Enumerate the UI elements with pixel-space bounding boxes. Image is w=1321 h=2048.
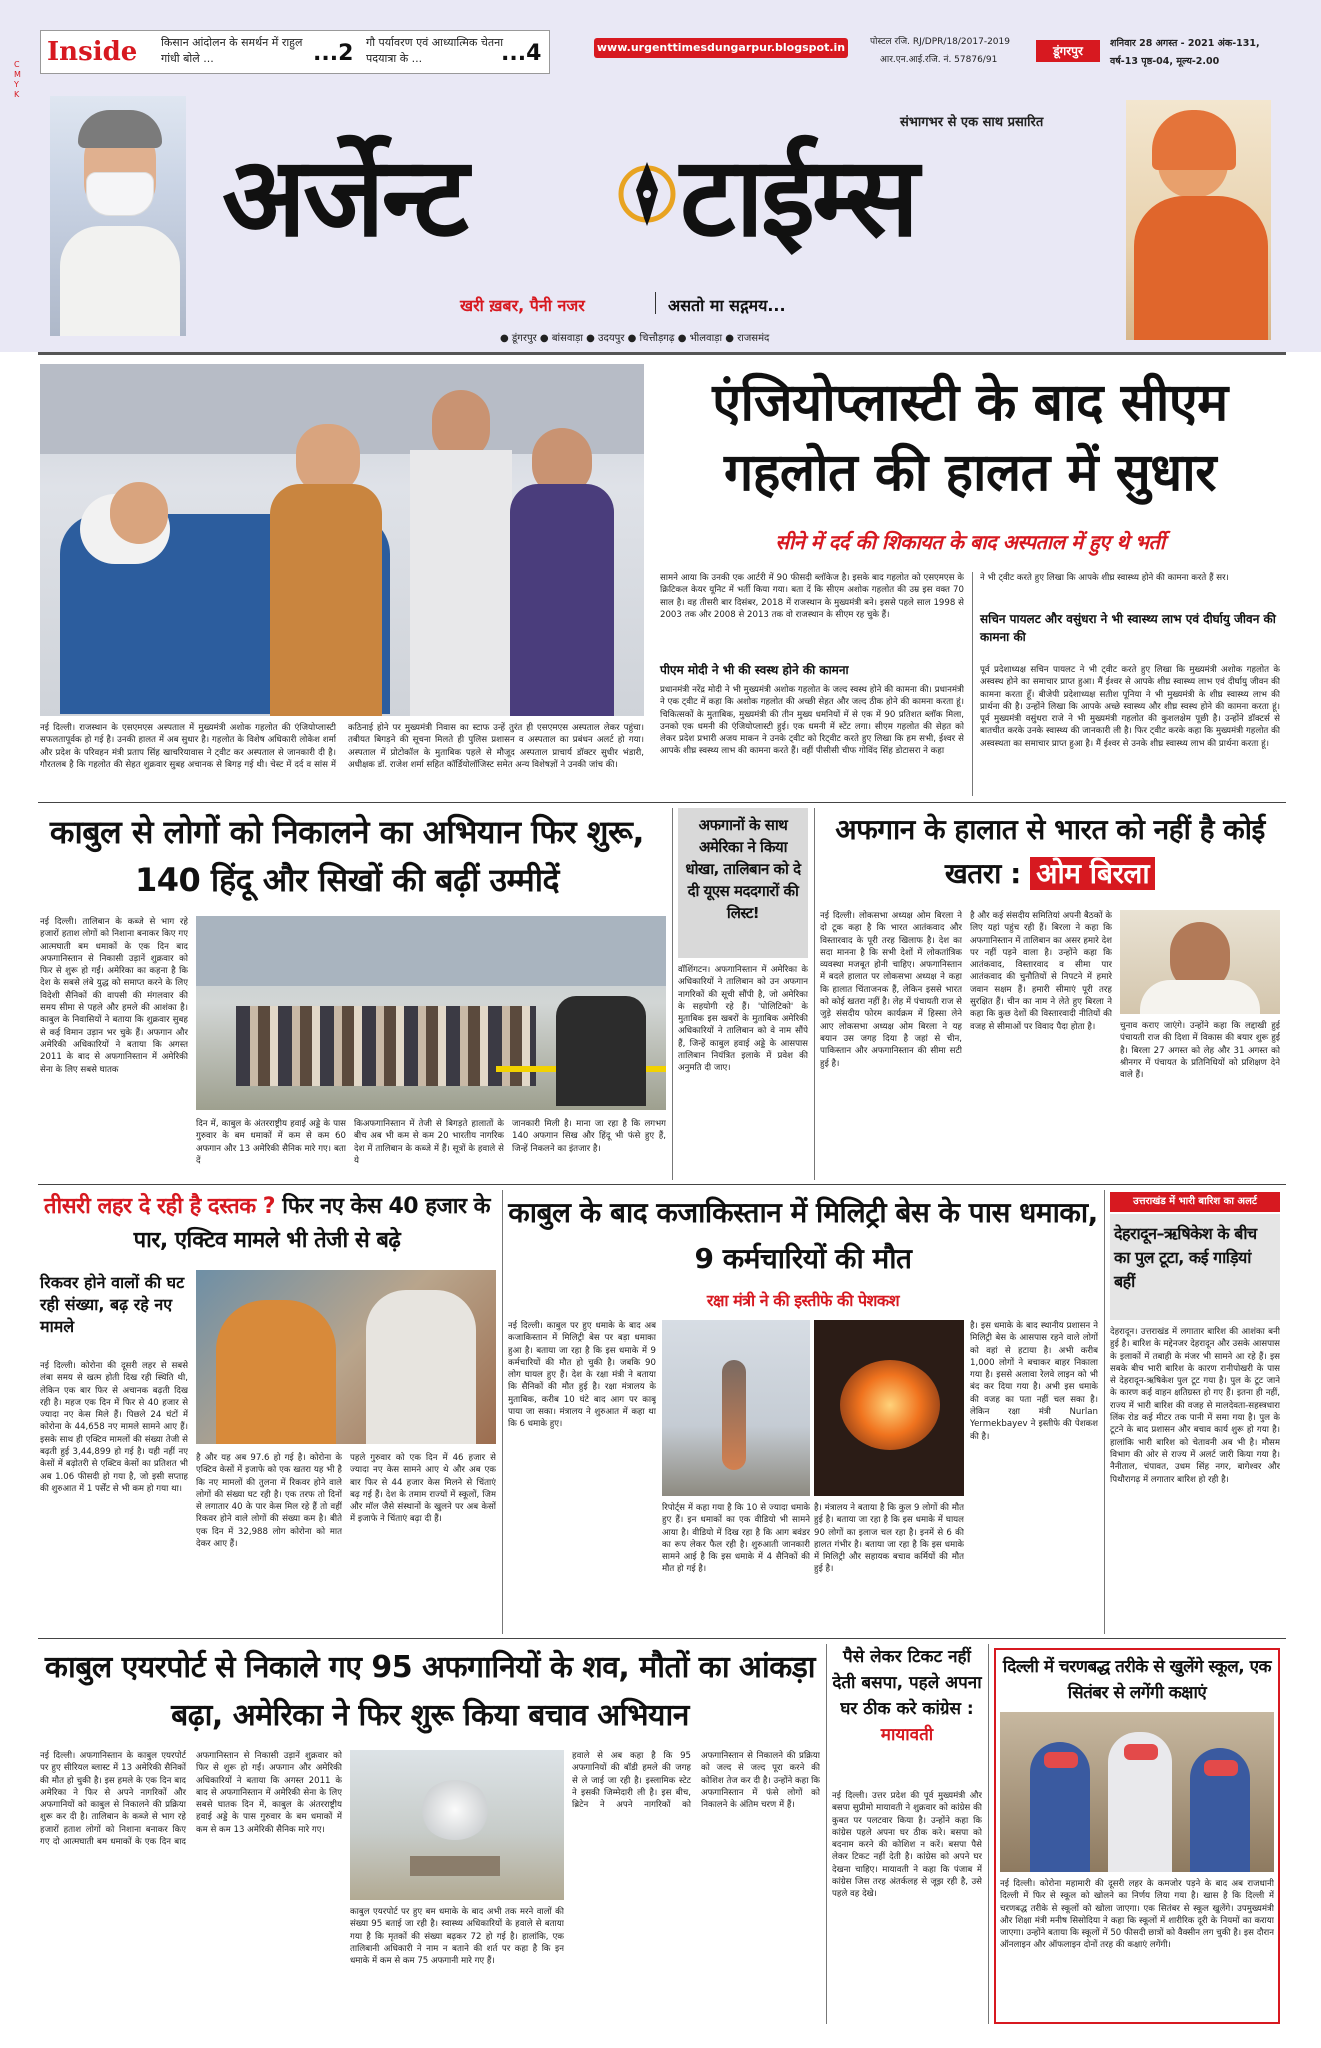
rule-v-story10	[988, 1644, 989, 2024]
story9-headline: पैसे लेकर टिकट नहीं देती बसपा, पहले अपना घर ठीक करे कांग्रेस :	[832, 1647, 982, 1719]
story6-headline: काबुल के बाद कजाकिस्तान में मिलिट्री बेस के पास धमाका, 9 कर्मचारियों की मौत	[508, 1196, 1098, 1275]
om-birla-photo	[1120, 910, 1280, 1014]
airport-photo	[350, 1750, 564, 1900]
story7-kicker: उत्तराखंड में भारी बारिश का अलर्ट	[1110, 1192, 1280, 1212]
inside-label: Inside	[47, 37, 138, 67]
rule-v-story7	[1104, 1190, 1105, 1634]
story1-col-b2: पूर्व प्रदेशाध्यक्ष सचिन पायलट ने भी ट्वीट करते हुए लिखा कि मुख्यमंत्री अशोक गहलोत के अस्वस्थ होने का समाचार प्राप्त हुआ। मैं ईश्वर से आपके शीघ्र स्वास्थ्य लाभ एवं दीर्घायु जीवन की कामना करता हूँ। बीजेपी प्रदेशाध्यक्ष सतीश पूनिया ने भी मुख्यमंत्री के शीघ्र स्वास्थ्य लाभ की प्रार्थना की है। उन्होंने लिखा कि आपके अच्छे स्वास्थ्य और शीघ्र स्वस्थ होने की कामना करता हूं। पूर्व मुख्यमंत्री वसुंधरा राजे ने भी मुख्यमंत्री गहलोत की कुशलक्षेम पूछी है। उन्होंने डॉक्टर्स से बातचीत करके उनके स्वास्थ्य की जानकारी ली है। फिर ट्वीट करके कहा कि मुख्यमंत्री गहलोत की अस्वस्थता का समाचार प्राप्त हुआ है। मैं ईश्वर से उनके शीघ्र स्वास्थ्य लाभ की प्रार्थना करता हूं।	[980, 665, 1280, 749]
story8-mid: काबुल एयरपोर्ट पर हुए बम धमाके के बाद अभी तक मरने वालों की संख्या 95 बताई जा रही है। स्वास्थ्य अधिकारियों के हवाले से बताया गया है कि मृतकों की संख्या बढ़कर 72 हो गई है। हालांकि, एक तालिबानी अधिकारी ने नाम न बताने की शर्त पर कहा है कि इन धमाके में कम से कम 75 अफगानी मारे गए हैं।	[350, 1907, 564, 1967]
story2-left: नई दिल्ली। तालिबान के कब्जे से भाग रहे हजारों हताश लोगों को निशाना बनाकर किए गए आत्मघाती बम धमाकों के एक दिन बाद अफगानिस्तान से निकासी उड़ानें शुक्रवार को फिर से शुरू हो गईं। अमेरिका का कहना है कि देश के सबसे लंबे युद्ध को समाप्त करने के लिए विदेशी सैनिकों की वापसी की मंगलवार की समय सीमा से पहले और हमले की आशंका है। काबुल के निवासियों ने बताया कि शुक्रवार सुबह से कई विमान उड़ान भर चुके हैं। अफगान और अमेरिकी अधिकारियों ने बताया कि अगस्त 2011 के बाद से अफगानिस्तान में अमेरिकी सेना के लिए सबसे घातक	[40, 917, 188, 1075]
story3-headline: अफगानों के साथ अमेरिका ने किया धोखा, तालिबान को दे दी यूएस मददगारों की लिस्ट!	[685, 816, 801, 922]
story6-subhead: रक्षा मंत्री ने की इस्तीफे की पेशकश	[706, 1291, 900, 1310]
story6-bottom: रिपोर्ट्स में कहा गया है कि 10 से ज्यादा धमाके हुए हैं। इन धमाकों का एक वीडियो भी सामने आया है। वीडियो में दिख रहा है कि आग बवंडर का रूप लेकर फैल रही है। शुरुआती जानकारी सामने आई है कि इस धमाके में 4 सैनिकों की मौत हो गई है।	[662, 1503, 810, 1575]
story5-headline-red: तीसरी लहर दे रही है दस्तक ?	[43, 1194, 276, 1219]
city-badge: डूंगरपुर	[1036, 40, 1100, 62]
story9-headline-red: मायावती	[880, 1725, 934, 1745]
inside-teaser-2-page: ...4	[501, 41, 542, 66]
story8-headline: काबुल एयरपोर्ट से निकाले गए 95 अफगानियों के शव, मौतों का आंकड़ा बढ़ा, अमेरिका ने फिर शुरू किया बचाव अभियान	[44, 1650, 816, 1733]
story5-headline-wrap	[40, 1190, 494, 1258]
story1-col-a2: प्रधानमंत्री नरेंद्र मोदी ने भी मुख्यमंत्री अशोक गहलोत के जल्द स्वस्थ होने की कामना की। प्रधानमंत्री ने एक ट्वीट में कहा कि अशोक गहलोत की अच्छी सेहत और जल्द ठीक होने की कामना करता हूं। चिकित्सकों के मुताबिक, मुख्यमंत्री की तीन मुख्य धमनियों में से एक में 90 प्रतिशत ब्लॉक मिला, उनको एक धमनी की एंजियोप्लास्टी हुई। एक धमनी में स्टेंट लगा। सीएम गहलोत की सेहत को लेकर प्रदेश प्रभारी अजय माकन ने उनके ट्वीट को रिट्वीट करते हुए लिखा कि हम सभी, ईश्वर से आपके शीघ्र स्वस्थ्य लाभ की कामना करते हैं। वहीं पीसीसी चीफ गोविंद सिंह डोटासरा ने कहा	[660, 685, 964, 757]
story2-headline: काबुल से लोगों को निकालने का अभियान फिर शुरू, 140 हिंदू और सिखों की बढ़ीं उम्मीदें	[49, 813, 645, 899]
inside-teaser-1[interactable]: किसान आंदोलन के समर्थन में राहुल गांधी बोले ...	[161, 36, 303, 65]
story4-body2: है और कई संसदीय समितियां अपनी बैठकों के लिए यहां पहुंच रही हैं। बिरला ने कहा कि अफगानिस्तान में तालिबान का असर हमारे देश पर नहीं पड़ने वाला है। उन्होंने कहा कि आतंकवाद, विस्तारवाद व सीमा पार आतंकवाद की चुनौतियों से निपटने में हमारे जवान सक्षम हैं। हमारी सीमाएं पूरी तरह सुरक्षित हैं। चीन का नाम ने लेते हुए बिरला ने कहा कि कुछ देशों की विस्तारवादी नीतियों की वजह से सीमाओं पर विवाद पैदा होता है।	[970, 911, 1112, 1032]
rule-2	[38, 1184, 1286, 1185]
rule-v-story3	[672, 808, 673, 1180]
masthead-title-left: अर्जेन्ट	[222, 133, 466, 261]
kabul-evacuation-photo	[196, 916, 666, 1110]
story6-bottom2: है। मंत्रालय ने बताया है कि कुल 9 लोगों की मौत हुई है। बताया जा रहा है कि इस धमाके में घायल 90 लोगों का इलाज चल रहा है। इनमें से 6 की हालत गंभीर है। बताया जा रहा है कि इस धमाके में मिलिट्री और सहायक बचाव कर्मियों की मौत हुई है।	[814, 1503, 964, 1575]
rule-v-story6	[502, 1190, 503, 1634]
masthead-title-right: टाईम्स	[680, 133, 917, 261]
website-url[interactable]: www.urgenttimesdungarpur.blogspot.in	[594, 38, 848, 58]
tagline-top: संभागभर से एक साथ प्रसारित	[900, 115, 1044, 130]
story2-col4: जानकारी मिली है। माना जा रहा है कि लगभग 140 अफगान सिख और हिंदू भी फंसे हुए हैं, जिन्हें निकलने का इंतजार है।	[512, 1119, 666, 1154]
inside-box	[40, 30, 550, 74]
story9-headline-wrap	[832, 1644, 982, 1748]
cmyk-mark: C M Y K	[14, 60, 21, 99]
story4-body: नई दिल्ली। लोकसभा अध्यक्ष ओम बिरला ने दो टूक कहा है कि भारत आतंकवाद और विस्तारवाद के पूरी तरह खिलाफ है। देश का सदा मानना है कि सभी देशों में लोकतांत्रिक व्यवस्था मजबूत होनी चाहिए। अफगानिस्तान में बदले हालात पर लोकसभा अध्यक्ष ने कहा कि हालात चिंताजनक हैं, लेकिन इससे भारत को कोई खतरा नहीं है। लेह में पंचायती राज से जुड़े संसदीय फोरम कार्यक्रम में हिस्सा लेने आए लोकसभा अध्यक्ष ओम बिरला ने यह बयान उस जगह दिया है जहां से चीन, पाकिस्तान और अफगानिस्तान की सीमा सटी हुई है।	[820, 911, 962, 1069]
story1-col-a: सामने आया कि उनकी एक आर्टरी में 90 फीसदी ब्लॉकेज है। इसके बाद गहलोत को एसएमएस के क्रिटिकल केयर यूनिट में भर्ती किया गया। बता दें कि सीएम अशोक गहलोत की उम्र इस वक्त 70 साल है। वह तीसरी बार दिसंबर, 2018 में राजस्थान के मुख्यमंत्री बने। इससे पहले साल 1998 से 2003 तक और 2008 से 2013 तक वो राजस्थान के सीएम रह चुके हैं।	[660, 573, 964, 620]
story1-headline-1: एंजियोप्लास्टी के बाद सीएम	[712, 373, 1228, 433]
story1-col-rule	[972, 572, 973, 796]
story1-pm-head: पीएम मोदी ने भी की स्वस्थ होने की कामना	[660, 663, 849, 677]
story1-pilot-head: सचिन पायलट और वसुंधरा ने भी स्वास्थ्य लाभ एवं दीर्घायु जीवन की कामना की	[980, 612, 1276, 644]
explosion-photo-1	[662, 1320, 810, 1496]
story8-right: हवाले से अब कहा है कि 95 अफगानियों की बॉडी हमले की जगह से ले जाई जा रही है। इस्लामिक स्टेट ने इसकी जिम्मेदारी ली है। इस बीच, ब्रिटेन ने अपने नागरिकों को अफगानिस्तान से निकालने की प्रक्रिया को जल्द से जल्द पूरा करने की कोशिश तेज कर दी है। उन्होंने कहा कि अफगानिस्तान में फंसे लोगों को निकालने के अंतिम चरण में हैं।	[572, 1751, 820, 1811]
story8-left: नई दिल्ली। अफगानिस्तान के काबुल एयरपोर्ट पर हुए सीरियल ब्लास्ट में 13 अमेरिकी सैनिकों की मौत हो चुकी है। इस हमले के एक दिन बाद अमेरिका ने फिर से अपने नागरिकों और अफगानियों को काबुल से निकालने की प्रक्रिया शुरू कर दी है। तालिबान के कब्जे से भाग रहे हजारों हताश लोगों को निशाना बनाकर किए गए दो आत्मघाती बम धमाकों के एक दिन बाद अफगानिस्तान से निकासी उड़ानें शुक्रवार को फिर से शुरू हो गईं। अफगान और अमेरिकी अधिकारियों ने बताया कि अगस्त 2011 के बाद से अफगानिस्तान में अमेरिकी सेना के लिए सबसे घातक दिन में, काबुल के अंतरराष्ट्रीय हवाई अड्डे के पास गुरुवार के बम धमाकों में कम से कम 13 अमेरिकी सैनिक मारे गए।	[40, 1751, 342, 1848]
explosion-photo-2	[814, 1320, 964, 1496]
rule-v-story4	[814, 808, 815, 1180]
story5-headline: फिर नए केस 40 हजार के पार, एक्टिव मामले भी तेजी से बढ़े	[133, 1194, 491, 1253]
date-line-2: वर्ष-13 पृष्ठ-04, मूल्य-2.00	[1110, 56, 1220, 67]
story5-col3: पहले गुरुवार को एक दिन में 46 हजार से ज्यादा नए केस सामने आए थे और अब एक बार फिर से 44 हजार केस मिलने से चिंताएं बढ़ गई हैं। देश के तमाम राज्यों में स्कूलों, जिम और मॉल जैसे संस्थानों के खुलने पर अब केसों में इजाफे ने चिंताएं बढ़ा दी हैं।	[350, 1453, 496, 1525]
story5-body: नई दिल्ली। कोरोना की दूसरी लहर से सबसे लंबा समय से खत्म होती दिख रही स्थिति थी, लेकिन एक बार फिर से अचानक बढ़ती दिख रही है। महज एक दिन में फिर से 40 हजार से ज्यादा नए केस मिले हैं। पिछले 24 घंटों में कोरोना के 44,658 नए मामले सामने आए हैं। इसके साथ ही एक्टिव मामलों की संख्या तेजी से बढ़ती हुई 3,44,899 हो गई है। यही नहीं नए केसों में बढ़ोतरी से एक्टिव केसों का प्रतिशत भी अब 1.06 फीसदी हो गया है, जो इसी सप्ताह की शुरुआत में 1 पर्सेंट से भी कम हो गया था।	[40, 1361, 188, 1494]
slogan-divider	[655, 292, 656, 314]
story3-body: वॉशिंगटन। अफगानिस्तान में अमेरिका के अधिकारियों ने तालिबान को उन अफगान नागरिकों की सूची सौंपी है, जो अमेरिका के सहयोगी रहे हैं। 'पोलिटिको' के मुताबिक इस खबरों के मुताबिक अमेरिकी अधिकारियों ने तालिबान को वे नाम सौंपे हैं, जिन्हें काबुल हवाई अड्डे के आसपास तालिबान नियंत्रित इलाके में प्रवेश की अनुमति दी जाए।	[678, 965, 808, 1074]
masthead-rule	[38, 352, 1286, 355]
sadhvi-photo	[1126, 100, 1271, 340]
story6-right: है। इस धमाके के बाद स्थानीय प्रशासन ने मिलिट्री बेस के आसपास रहने वाले लोगों को वहां से हटाया है। अभी करीब 1,000 लोगों ने बचाकर बाहर निकाला गया है। इससे अलावा रेलवे लाइन को भी बंद कर दिया गया है। अभी इस धमाके की वजह का पता नहीं चल सका है। लेकिन रक्षा मंत्री Nurlan Yermekbayev ने इस्तीफे की पेशकश की है।	[970, 1321, 1098, 1442]
story1-bottom: नई दिल्ली। राजस्थान के एसएमएस अस्पताल में मुख्यमंत्री अशोक गहलोत की एंजियोप्लास्टी सफलतापूर्वक हो गई है। उनकी हालत में अब सुधार है। गहलोत के विशेष अधिकारी लोकेश शर्मा और प्रदेश के परिवहन मंत्री प्रताप सिंह खाचरियावास ने ट्वीट कर अस्पताल से जानकारी दी है। गौरतलब है कि गहलोत की सेहत शुक्रवार सुबह अचानक से बिगड़ गई थी। चेस्ट में दर्द व सांस में कठिनाई होने पर मुख्यमंत्री निवास का स्टाफ उन्हें तुरंत ही एसएमएस अस्पताल लेकर पहुंचा। तबीयत बिगड़ने की सूचना मिलते ही पुलिस प्रशासन व अस्पताल का प्रबंधन अलर्ट हो गया। अस्पताल में प्रोटोकॉल के मुताबिक पहले से मौजूद अस्पताल प्राचार्य डॉक्टर सुधीर भंडारी, अधीक्षक डॉ. राजेश शर्मा सहित कॉर्डियोलॉजिस्ट समेत अन्य विशेषज्ञों ने उनकी जांच की।	[40, 723, 644, 770]
story5-col2: है और यह अब 97.6 हो गई है। कोरोना के एक्टिव केसों में इजाफे को एक खतरा यह भी है कि नए मामलों की तुलना में रिकवर होने वाले लोगों की संख्या घट रही है। एक तरफ तो दिनों से लगातार 40 के पार केस मिल रहे हैं तो वहीं रिकवर होने वाले लोगों की संख्या कम है। बीते एक दिन में 32,988 लोग कोरोना को मात देकर आए हैं।	[196, 1453, 342, 1550]
story5-pull: रिकवर होने वालों की घट रही संख्या, बढ़ रहे नए मामले	[40, 1273, 185, 1336]
story1-col-b: ने भी ट्वीट करते हुए लिखा कि आपके शीघ्र स्वास्थ्य होने की कामना करते हैं सर।	[980, 573, 1229, 583]
rule-1	[38, 802, 1286, 803]
reg-line-1: पोस्टल रजि. RJ/DPR/18/2017-2019	[870, 37, 1010, 47]
edition-cities: ● डूंगरपुर ● बांसवाड़ा ● उदयपुर ● चित्तौड़गढ़ ● भीलवाड़ा ● राजसमंद	[500, 333, 770, 344]
rahul-gandhi-photo	[50, 96, 186, 336]
story10-body: नई दिल्ली। कोरोना महामारी की दूसरी लहर के कमजोर पड़ने के बाद अब राजधानी दिल्ली में फिर से स्कूल को खोलने का निर्णय लिया गया है। खास है कि दिल्ली में चरणबद्ध तरीके से स्कूलों को खोला जाएगा। एक सितंबर से स्कूल खुलेंगे। उपमुख्यमंत्री और शिक्षा मंत्री मनीष सिसोदिया ने कहा कि स्कूलों में शारीरिक दूरी के नियमों का कराया जाएगा। उन्होंने बताया कि स्कूलों में 50 फीसदी छात्रों को वैक्सीन लग चुकी है। इस दौरान ऑनलाइन और ऑफलाइन दोनों तरह की कक्षाएं लगेंगी।	[1000, 1879, 1274, 1951]
story9-body: नई दिल्ली। उत्तर प्रदेश की पूर्व मुख्यमंत्री और बसपा सुप्रीमो मायावती ने शुक्रवार को कांग्रेस की कुबत पर पलटवार किया है। उन्होंने कहा कि कांग्रेस पहले अपना घर ठीक करे। बसपा को बदनाम करने की कोशिश न करें। बसपा पैसे लेकर टिकट नहीं देती है। कांग्रेस को अपने घर देखना चाहिए। मायावती ने कहा कि पंजाब में कांग्रेस जिस तरह अंतर्कलह से जूझ रही है, उसे पहले वह देखे।	[832, 1791, 982, 1900]
reg-line-2: आर.एन.आई.रजि. नं. 57876/91	[880, 55, 998, 65]
story10-headline: दिल्ली में चरणबद्ध तरीके से खुलेंगे स्कूल, एक सितंबर से लगेंगी कक्षाएं	[1002, 1657, 1272, 1703]
inside-teaser-2[interactable]: गौ पर्यावरण एवं आध्यात्मिक चेतना पदयात्रा के ...	[366, 36, 504, 65]
story4-headline-red: ओम बिरला	[1030, 857, 1155, 890]
story7-headline: देहरादून–ऋषिकेश के बीच का पुल टूटा, कई गाड़ियां बहीं	[1114, 1224, 1257, 1291]
story4-body3: चुनाव कराए जाएंगे। उन्होंने कहा कि लद्दाखी हुई पंचायती राज की दिशा में विकास की बयार शुरू हुई है। बिरला 27 अगस्त को लेह और 31 अगस्त को श्रीनगर में पंचायत के प्रतिनिधियों को प्रशिक्षण देने वाले हैं।	[1120, 1021, 1280, 1081]
inside-teaser-1-page: ...2	[313, 41, 354, 66]
slogan-2: असतो मा सद्गमय...	[668, 296, 786, 315]
story4-headline-wrap	[820, 808, 1280, 896]
hospital-photo	[40, 364, 644, 716]
story2-col3: किअफगानिस्तान में तेजी से बिगड़ते हालातों के बीच अब भी कम से कम 20 भारतीय नागरिक देश में तालिबान के कब्जे में हैं। सूत्रों के हवाले से ये	[354, 1119, 504, 1166]
story1-subhead: सीने में दर्द की शिकायत के बाद अस्पताल में हुए थे भर्ती	[775, 530, 1165, 554]
rule-v-story9	[826, 1644, 827, 2024]
story1-headline-2: गहलोत की हालत में सुधार	[723, 443, 1216, 503]
date-line-1: शनिवार 28 अगस्त - 2021 अंक-131,	[1110, 38, 1260, 49]
story2-col2: दिन में, काबुल के अंतरराष्ट्रीय हवाई अड्डे के पास गुरुवार के बम धमाकों में कम से कम 60 अफगान और 13 अमेरिकी सैनिक मारे गए। बता दें	[196, 1119, 346, 1166]
story4-headline: अफगान के हालात से भारत को नहीं है कोई खतरा :	[835, 813, 1265, 890]
rule-3	[38, 1638, 1286, 1639]
school-students-photo	[1000, 1712, 1274, 1872]
story7-body: देहरादून। उत्तराखंड में लगातार बारिश की आशंका बनी हुई है। बारिश के मद्देनजर देहरादून और उसके आसपास के इलाकों में तबाही के मंजर भी सामने आ रहे हैं। इस सबके बीच भारी बारिश के कारण रानीपोखरी के पास से देहरादून-ऋषिकेश पुल टूट गया है। पुल के टूट जाने के कारण कई वाहन क्षतिग्रस्त हो गए हैं। इतना ही नहीं, राज्य में भारी बारिश की वजह से मालदेवता-सहस्त्रधारा लिंक रोड कई मीटर तक पानी में समा गया है। पुल के टूटने के बाद प्रशासन और बचाव कार्य शुरू हो गया है। हालांकि भारी बारिश को चेतावनी अब भी है। मौसम विभाग की ओर से राज्य में अलर्ट जारी किया गया है। नैनीताल, चंपावत, उधम सिंह नगर, बागेश्वर और पिथौरागढ़ में लगातार बारिश हो रही है।	[1110, 1327, 1280, 1485]
pen-nib-logo	[618, 154, 676, 232]
story6-left: नई दिल्ली। काबुल पर हुए धमाके के बाद अब कजाकिस्तान में मिलिट्री बेस पर बड़ा धमाका हुआ है। बताया जा रहा है कि इस धमाके में 9 कर्मचारियों की मौत हो चुकी है। जबकि 90 लोग घायल हुए हैं। देश के रक्षा मंत्री ने बताया कि सैनिकों की मौत हुई है। रक्षा मंत्रालय के मुताबिक, करीब 10 घंटे बाद आग पर काबू पाया जा सका। मंत्रालय ने शुरुआत में कहा था कि 6 धमाके हुए।	[508, 1321, 656, 1430]
vaccination-photo	[196, 1270, 496, 1444]
slogan-1: खरी ख़बर, पैनी नजर	[460, 296, 585, 315]
